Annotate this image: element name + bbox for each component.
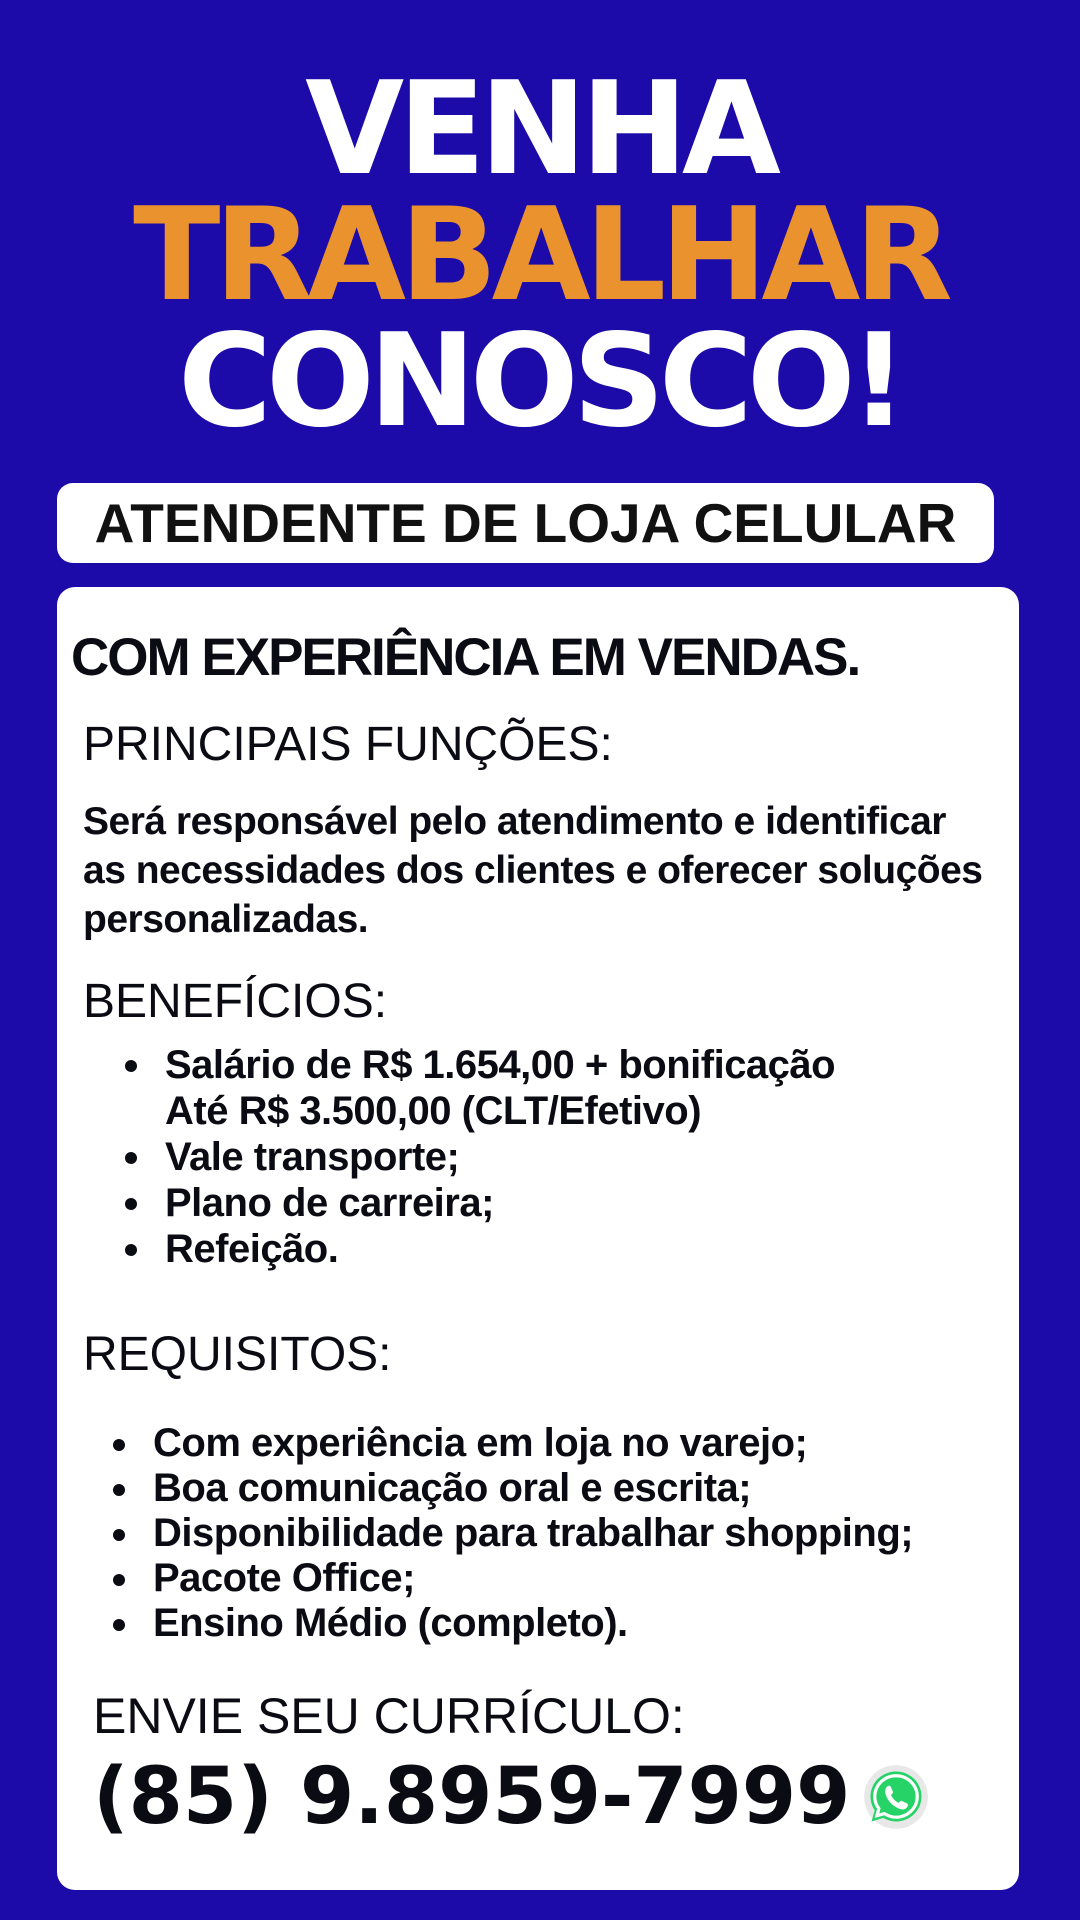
list-item: Plano de carreira;	[125, 1180, 835, 1226]
requirements-heading: REQUISITOS:	[83, 1328, 392, 1381]
job-details-card	[57, 587, 1019, 1890]
send-resume-label: ENVIE SEU CURRÍCULO:	[93, 1688, 685, 1744]
benefits-heading: BENEFÍCIOS:	[83, 975, 388, 1028]
headline-venha: VENHA	[305, 55, 775, 204]
functions-description: Será responsável pelo atendimento e identificar as necessidades dos clientes e oferecer soluções personalizadas.	[83, 800, 983, 941]
list-item: Salário de R$ 1.654,00 + bonificação Até R$ 3.500,00 (CLT/Efetivo)	[125, 1042, 835, 1134]
experience-requirement: COM EXPERIÊNCIA EM VENDAS.	[71, 628, 860, 687]
list-item: Disponibilidade para trabalhar shopping;	[113, 1511, 913, 1556]
headline-conosco: CONOSCO!	[178, 307, 902, 456]
phone-number[interactable]: (85) 9.8959-7999	[93, 1752, 851, 1842]
contact-row	[93, 1752, 930, 1842]
list-item: Refeição.	[125, 1226, 835, 1272]
benefits-list	[125, 1042, 835, 1272]
list-item: Pacote Office;	[113, 1556, 913, 1601]
list-item: Com experiência em loja no varejo;	[113, 1421, 913, 1466]
job-title-banner: ATENDENTE DE LOJA CELULAR	[57, 483, 994, 563]
list-item: Ensino Médio (completo).	[113, 1601, 913, 1646]
whatsapp-icon[interactable]	[862, 1763, 930, 1831]
list-item: Vale transporte;	[125, 1134, 835, 1180]
list-item: Boa comunicação oral e escrita;	[113, 1466, 913, 1511]
headline-trabalhar: TRABALHAR	[133, 181, 947, 330]
requirements-list	[113, 1421, 913, 1646]
functions-heading: PRINCIPAIS FUNÇÕES:	[83, 718, 613, 771]
